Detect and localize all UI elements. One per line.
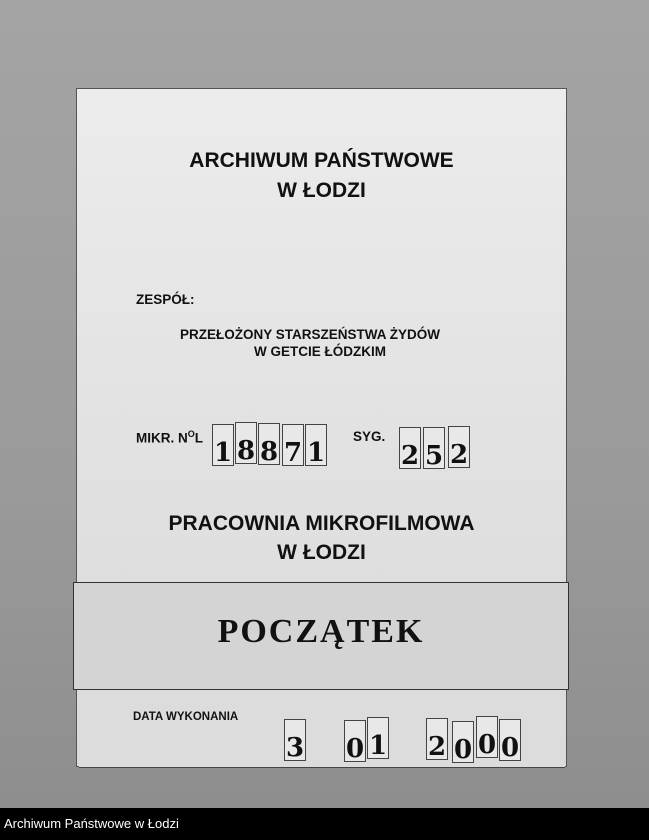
start-band <box>73 582 569 690</box>
microfilm-label: MIKR. $N^OL$ <box>136 429 204 446</box>
signature-digit: 2 <box>399 427 421 469</box>
image-caption: Archiwum Państwowe w Łodzi <box>0 808 649 840</box>
fond-line2: W GETCIE ŁÓDZKIM <box>254 344 386 359</box>
date-day-digit: 3 <box>284 719 306 761</box>
date-year-digit: 0 <box>476 716 498 758</box>
institution-line1: ARCHIWUM PAŃSTWOWE <box>189 149 454 172</box>
date-year-digit: 2 <box>426 718 448 760</box>
lab-line1: PRACOWNIA MIKROFILMOWA <box>168 512 475 535</box>
date-month-digit: 1 <box>367 717 389 759</box>
microfilm-digit: 7 <box>282 424 304 466</box>
date-year-digit: 0 <box>499 719 521 761</box>
start-label: POCZĄTEK <box>217 613 425 650</box>
lab-line2: W ŁODZI <box>277 541 366 564</box>
institution-line2: W ŁODZI <box>277 179 366 202</box>
date-label: DATA WYKONANIA <box>133 711 239 723</box>
date-month-digit: 0 <box>344 720 366 762</box>
date-year-digit: 0 <box>452 721 474 763</box>
date-strip <box>79 690 565 768</box>
signature-digit: 5 <box>423 427 445 469</box>
signature-label: SYG. <box>353 429 386 444</box>
microfilm-digit: 8 <box>258 423 280 465</box>
fond-line1: PRZEŁOŻONY STARSZEŃSTWA ŻYDÓW <box>180 327 441 342</box>
fond-label: ZESPÓŁ: <box>136 292 195 307</box>
microfilm-digit: 8 <box>235 422 257 464</box>
microfilm-digit: 1 <box>212 424 234 466</box>
microfilm-digit: 1 <box>305 424 327 466</box>
signature-digit: 2 <box>448 426 470 468</box>
